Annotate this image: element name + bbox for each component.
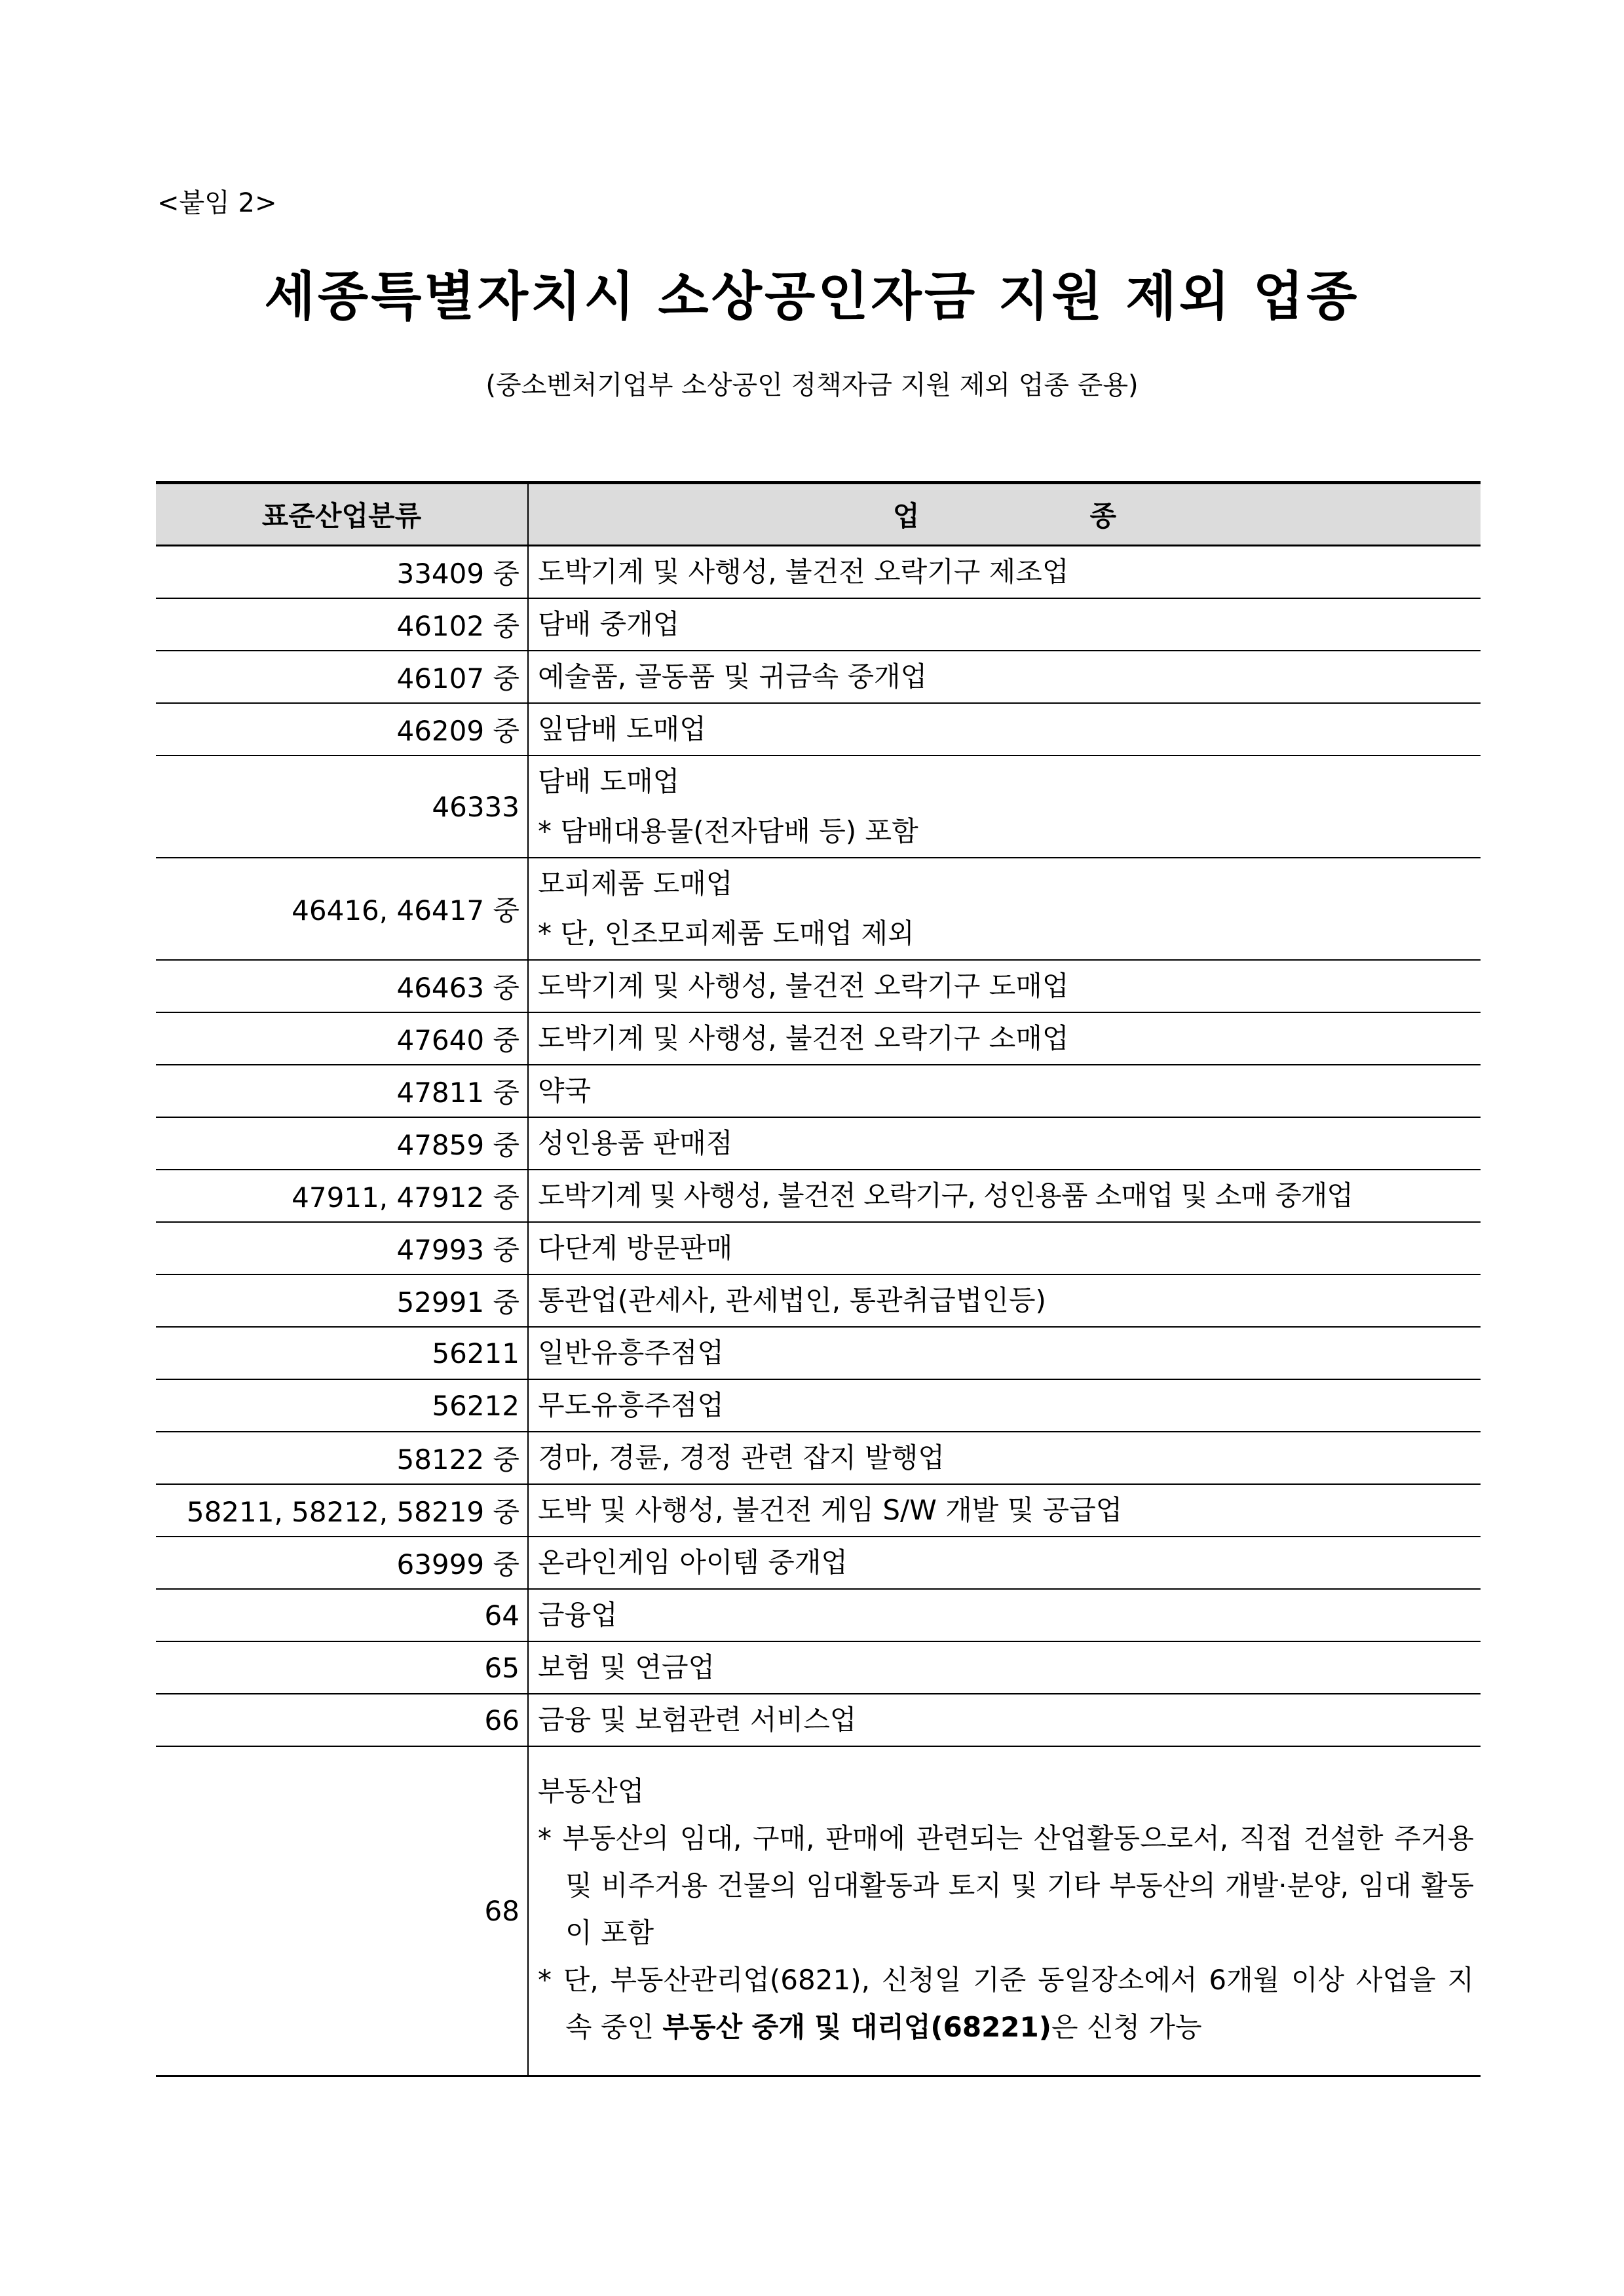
row-code: 46416, 46417 중 [156, 858, 528, 960]
row-industry-note: * 단, 인조모피제품 도매업 제외 [538, 917, 915, 949]
row-code: 65 [156, 1641, 528, 1694]
row-code: 58211, 58212, 58219 중 [156, 1484, 528, 1537]
row-industry [528, 1746, 1481, 2076]
table-row [156, 1117, 1481, 1170]
row-industry [528, 756, 1481, 858]
table-row [156, 1170, 1481, 1222]
row-industry: 도박기계 및 사행성, 불건전 오락기구 소매업 [528, 1012, 1481, 1065]
row-code: 47640 중 [156, 1012, 528, 1065]
header-industry [528, 483, 1481, 546]
table-row [156, 960, 1481, 1012]
table-row [156, 546, 1481, 599]
row-code: 68 [156, 1746, 528, 2076]
header-industry-part1: 업 [892, 500, 920, 532]
row-code: 47993 중 [156, 1222, 528, 1274]
row-industry: 예술품, 골동품 및 귀금속 중개업 [528, 651, 1481, 703]
table-row [156, 756, 1481, 858]
table-row [156, 1537, 1481, 1589]
table-row [156, 703, 1481, 756]
header-industry-part2: 종 [1089, 500, 1117, 532]
table-row [156, 1432, 1481, 1484]
table-row [156, 1327, 1481, 1379]
note-exception-prefix: * 단, 부동산관리업(6821), 신청일 기준 동일장소에서 6개월 이상 사업을 지속 중인 [538, 1963, 1474, 2043]
row-industry: 통관업(관세사, 관세법인, 통관취급법인등) [528, 1274, 1481, 1327]
row-industry: 성인용품 판매점 [528, 1117, 1481, 1170]
row-code: 63999 중 [156, 1537, 528, 1589]
row-code: 46102 중 [156, 598, 528, 651]
row-code: 66 [156, 1694, 528, 1746]
row-code: 47859 중 [156, 1117, 528, 1170]
row-code: 46209 중 [156, 703, 528, 756]
page-subtitle: (중소벤처기업부 소상공인 정책자금 지원 제외 업종 준용) [485, 370, 1139, 400]
excluded-industries-table [156, 481, 1481, 2077]
row-industry: 무도유흥주점업 [528, 1379, 1481, 1432]
row-code: 56211 [156, 1327, 528, 1379]
row-code: 33409 중 [156, 546, 528, 599]
header-code: 표준산업분류 [156, 483, 528, 546]
row-code: 64 [156, 1589, 528, 1641]
table-header-row [156, 483, 1481, 546]
row-industry: 다단계 방문판매 [528, 1222, 1481, 1274]
row-code: 46333 [156, 756, 528, 858]
note-exception-bold: 부동산 중개 및 대리업(68221) [662, 2010, 1051, 2043]
table-row [156, 598, 1481, 651]
row-code: 47811 중 [156, 1065, 528, 1117]
row-industry-text: 부동산업 [538, 1774, 645, 1807]
row-industry-note: * 부동산의 임대, 구매, 판매에 관련되는 산업활동으로서, 직접 건설한 주거용 및 비주거용 건물의 임대활동과 토지 및 기타 부동산의 개발·분양, 임대 활동이 포함 [538, 1822, 1474, 1949]
row-industry: 도박 및 사행성, 불건전 게임 S/W 개발 및 공급업 [528, 1484, 1481, 1537]
row-code: 46463 중 [156, 960, 528, 1012]
row-industry: 금융업 [528, 1589, 1481, 1641]
table-row [156, 1641, 1481, 1694]
row-industry: 온라인게임 아이템 중개업 [528, 1537, 1481, 1589]
row-industry: 일반유흥주점업 [528, 1327, 1481, 1379]
row-industry: 약국 [528, 1065, 1481, 1117]
row-industry: 금융 및 보험관련 서비스업 [528, 1694, 1481, 1746]
row-industry-note-exception [538, 1957, 1474, 2051]
row-industry [528, 858, 1481, 960]
row-code: 56212 [156, 1379, 528, 1432]
table-row [156, 858, 1481, 960]
table-row [156, 1484, 1481, 1537]
table-row [156, 1274, 1481, 1327]
row-industry-text: 모피제품 도매업 [538, 868, 733, 900]
row-industry-note: * 담배대용물(전자담배 등) 포함 [538, 815, 918, 847]
table-row [156, 1012, 1481, 1065]
row-industry-text: 담배 도매업 [538, 765, 680, 797]
table-row [156, 1694, 1481, 1746]
table-row [156, 1065, 1481, 1117]
row-industry: 경마, 경륜, 경정 관련 잡지 발행업 [528, 1432, 1481, 1484]
row-industry: 보험 및 연금업 [528, 1641, 1481, 1694]
table-row [156, 1379, 1481, 1432]
row-industry: 도박기계 및 사행성, 불건전 오락기구, 성인용품 소매업 및 소매 중개업 [528, 1170, 1481, 1222]
page-title: 세종특별자치시 소상공인자금 지원 제외 업종 [264, 266, 1360, 327]
table-row [156, 1746, 1481, 2076]
row-code: 52991 중 [156, 1274, 528, 1327]
row-industry: 잎담배 도매업 [528, 703, 1481, 756]
table-row [156, 1222, 1481, 1274]
table-row [156, 651, 1481, 703]
row-code: 58122 중 [156, 1432, 528, 1484]
row-industry: 담배 중개업 [528, 598, 1481, 651]
note-exception-suffix: 은 신청 가능 [1051, 2010, 1202, 2043]
row-industry: 도박기계 및 사행성, 불건전 오락기구 도매업 [528, 960, 1481, 1012]
attachment-label: <붙임 2> [157, 188, 277, 218]
row-code: 47911, 47912 중 [156, 1170, 528, 1222]
table-row [156, 1589, 1481, 1641]
row-industry: 도박기계 및 사행성, 불건전 오락기구 제조업 [528, 546, 1481, 599]
row-code: 46107 중 [156, 651, 528, 703]
